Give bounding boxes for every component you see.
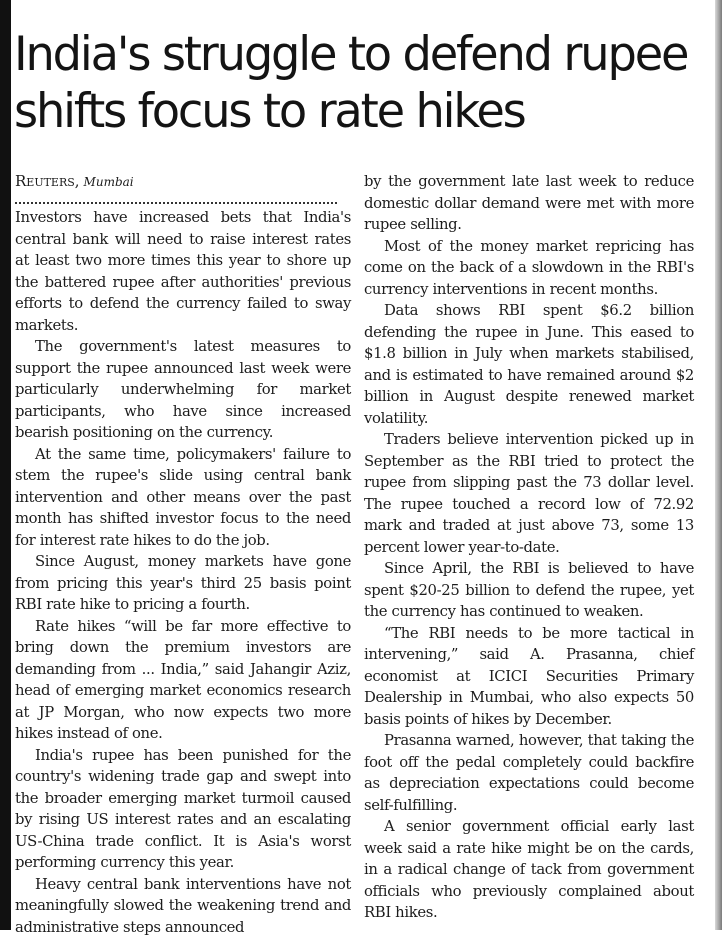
paragraph-8: Most of the money market repricing has come on the back of a slowdown in the RBI's currency interventions in recent months. [364,236,694,301]
byline-city: Mumbai [84,175,134,189]
paragraph-4: Since August, money markets have gone from pricing this year's third 25 basis point RBI rate hike to pricing a fourth. [15,551,351,616]
paragraph-13: Prasanna warned, however, that taking the foot off the pedal completely could backfire as depreciation expectations could become self-fulfilling. [364,730,694,816]
paragraph-6: India's rupee has been punished for the country's widening trade gap and swept into the broader emerging market turmoil caused by rising US interest rates and an escalating US-China trade conflict. It is Asia's worst performing currency this year. [15,745,351,874]
paragraph-14: A senior government official early last week said a rate hike might be on the cards, in a radical change of tack from government officials who previously complained about RBI hikes. [364,816,694,924]
byline-agency: Reuters, [15,172,80,190]
article-column-left [15,171,351,938]
page-left-edge [0,0,11,930]
paragraph-2: The government's latest measures to support the rupee announced last week were particularly underwhelming for market participants, who have since increased bearish positioning on the currency. [15,336,351,444]
paragraph-1: Investors have increased bets that India's central bank will need to raise interest rates at least two more times this year to shore up the battered rupee after authorities' previous efforts to defend the currency failed to sway markets. [15,207,351,336]
page-right-edge [715,0,722,930]
article-headline: India's struggle to defend rupee shifts focus to rate hikes [14,26,704,140]
paragraph-11: Since April, the RBI is believed to have spent $20-25 billion to defend the rupee, yet the currency has continued to weaken. [364,558,694,623]
paragraph-9: Data shows RBI spent $6.2 billion defending the rupee in June. This eased to $1.8 billion in July when markets stabilised, and is estimated to have remained around $2 billion in August despite renewed market volatility. [364,300,694,429]
paragraph-7-continued: by the government late last week to reduce domestic dollar demand were met with more rupee selling. [364,171,694,236]
paragraph-5: Rate hikes “will be far more effective to bring down the premium investors are demanding from ... India,” said Jahangir Aziz, head of emerging market economics research at JP Morgan, who now expects two more hikes instead of one. [15,616,351,745]
paragraph-10: Traders believe intervention picked up in September as the RBI tried to protect the rupee from slipping past the 73 dollar level. The rupee touched a record low of 72.92 mark and traded at just above 73, some 13 percent lower year-to-date. [364,429,694,558]
byline [15,171,351,192]
paragraph-3: At the same time, policymakers' failure to stem the rupee's slide using central bank intervention and other means over the past month has shifted investor focus to the need for interest rate hikes to do the job. [15,444,351,552]
byline-divider [15,202,337,204]
article-column-right [364,171,694,924]
paragraph-7: Heavy central bank interventions have not meaningfully slowed the weakening trend and administrative steps announced [15,874,351,938]
paragraph-12: “The RBI needs to be more tactical in intervening,” said A. Prasanna, chief economist at ICICI Securities Primary Dealership in Mumbai, who also expects 50 basis points of hikes by December. [364,623,694,731]
